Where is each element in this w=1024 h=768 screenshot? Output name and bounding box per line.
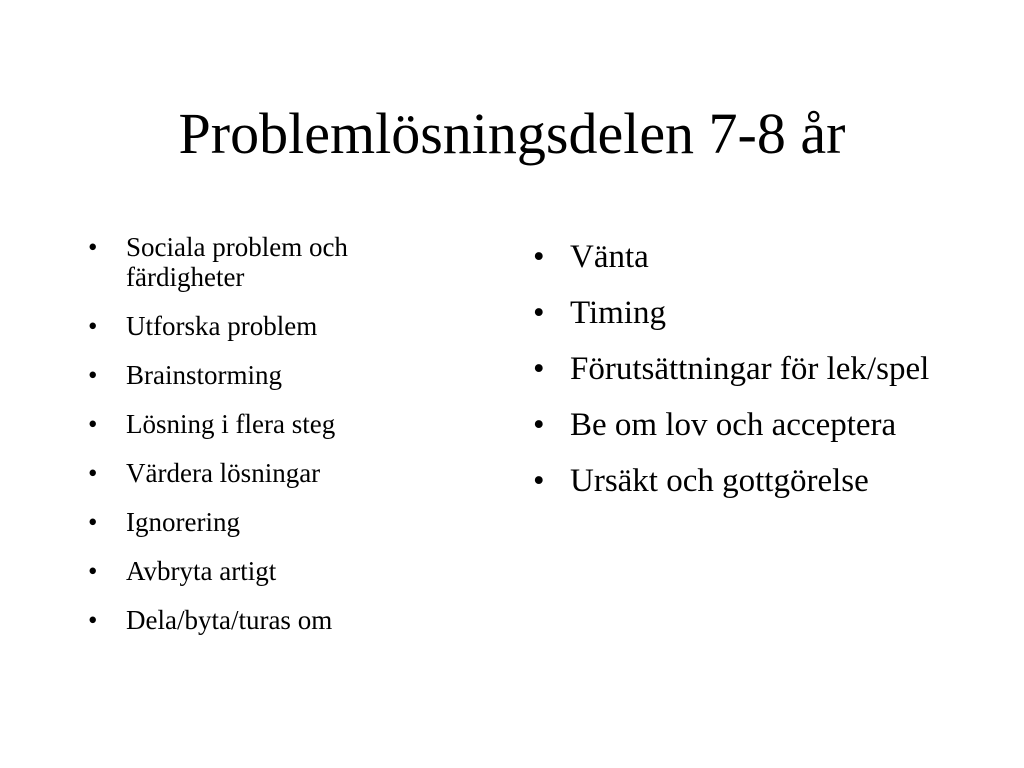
bullet-icon: •: [533, 351, 545, 387]
list-item: [88, 507, 428, 537]
slide-title: Problemlösningsdelen 7-8 år: [178, 101, 846, 166]
bullet-icon: •: [88, 360, 98, 390]
bullet-icon: •: [88, 232, 98, 262]
list-item: [88, 605, 428, 635]
list-item: [88, 360, 428, 390]
right-bullet-list: [533, 232, 973, 512]
bullet-icon: •: [533, 407, 545, 443]
list-item-text: Be om lov och acceptera: [570, 407, 897, 443]
list-item: [533, 232, 973, 282]
bullet-icon: •: [533, 463, 545, 499]
bullet-icon: •: [88, 409, 98, 439]
list-item: [88, 556, 428, 586]
list-item: [533, 288, 973, 338]
list-item-text: Ignorering: [126, 507, 240, 537]
list-item-text: Värdera lösningar: [126, 458, 321, 488]
list-item: [533, 344, 973, 394]
list-item: [88, 311, 428, 341]
list-item-text: Utforska problem: [126, 311, 318, 341]
list-item-text: Ursäkt och gottgörelse: [570, 463, 869, 499]
list-item: [88, 458, 428, 488]
list-item-text: Sociala problem och färdigheter: [126, 232, 348, 292]
list-item-text: Avbryta artigt: [126, 556, 277, 586]
bullet-icon: •: [533, 239, 545, 275]
list-item-text: Lösning i flera steg: [126, 409, 336, 439]
list-item-text: Vänta: [570, 239, 649, 275]
list-item-text: Dela/byta/turas om: [126, 605, 333, 635]
list-item: [533, 400, 973, 450]
bullet-icon: •: [88, 458, 98, 488]
list-item-text: Förutsättningar för lek/spel: [570, 351, 930, 387]
bullet-icon: •: [88, 311, 98, 341]
list-item: [533, 456, 973, 506]
list-item-text: Brainstorming: [126, 360, 282, 390]
bullet-icon: •: [88, 507, 98, 537]
bullet-icon: •: [88, 556, 98, 586]
list-item: [88, 409, 428, 439]
list-item-text: Timing: [570, 295, 667, 331]
bullet-icon: •: [88, 605, 98, 635]
left-bullet-list: [88, 232, 428, 654]
list-item: [88, 232, 428, 292]
bullet-icon: •: [533, 295, 545, 331]
